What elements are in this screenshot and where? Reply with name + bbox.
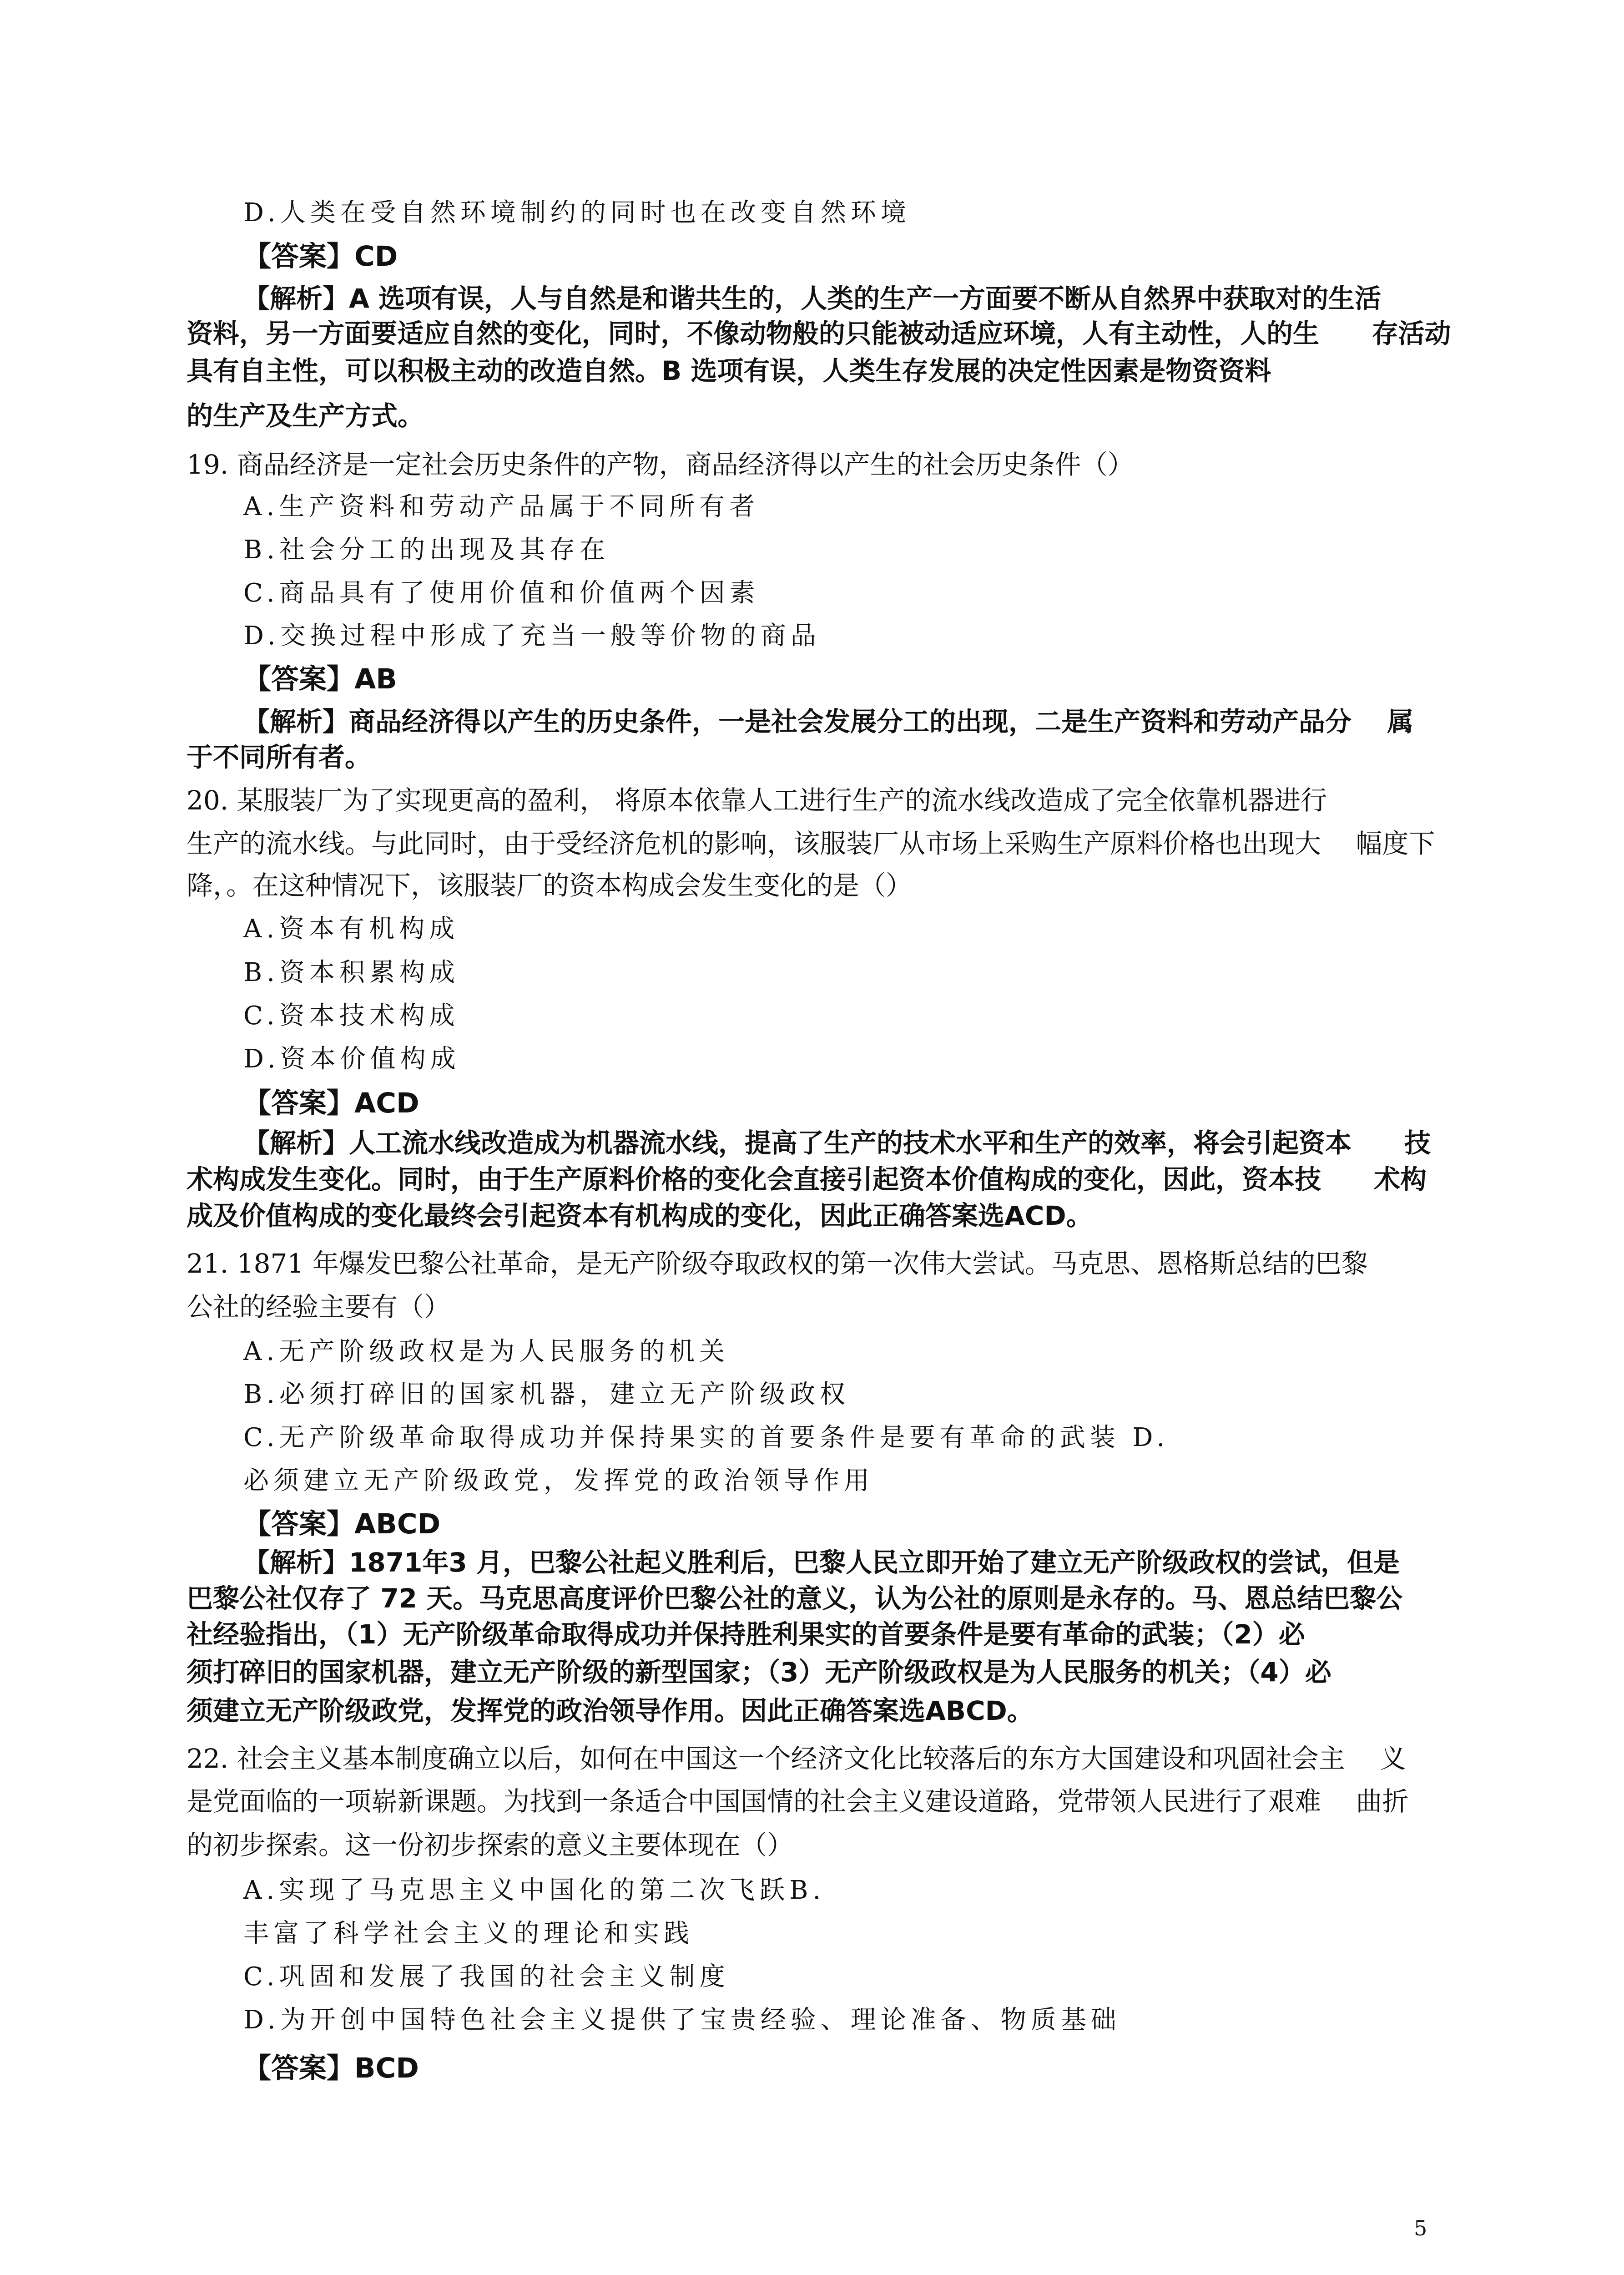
- explanation-line: 术构成发生变化。同时，由于生产原料价格的变化会直接引起资本价值构成的变化，因此，资本技 术构: [187, 1164, 1427, 1195]
- question-text: 降，。在这种情况下，该服装厂的资本构成会发生变化的是（）: [187, 870, 913, 901]
- option-text: C.资本技术构成: [243, 1001, 459, 1031]
- explanation-line: 【解析】商品经济得以产生的历史条件，一是社会发展分工的出现，二是生产资料和劳动产品分 属: [243, 706, 1414, 737]
- question-19: 19. 商品经济是一定社会历史条件的产物，商品经济得以产生的社会历史条件（）: [187, 449, 1134, 480]
- option-text: D.人类在受自然环境制约的同时也在改变自然环境: [243, 198, 911, 228]
- explanation-line: 具有自主性，可以积极主动的改造自然。B 选项有误，人类生存发展的决定性因素是物资资料: [187, 355, 1271, 386]
- page-number: 5: [1414, 2216, 1427, 2240]
- question-text: 公社的经验主要有（）: [187, 1291, 451, 1322]
- option-text: A.生产资料和劳动产品属于不同所有者: [243, 492, 760, 521]
- option-text: B.资本积累构成: [243, 958, 459, 987]
- answer-line: 【答案】ACD: [243, 1087, 419, 1119]
- option-text: C.商品具有了使用价值和价值两个因素: [243, 578, 760, 608]
- option-text: 必须建立无产阶级政党，发挥党的政治领导作用: [243, 1466, 874, 1496]
- option-text: B.必须打碎旧的国家机器，建立无产阶级政权: [243, 1380, 850, 1409]
- option-text: C.无产阶级革命取得成功并保持果实的首要条件是要有革命的武装 D.: [243, 1423, 1170, 1452]
- option-text: B.社会分工的出现及其存在: [243, 535, 610, 565]
- option-text: C.巩固和发展了我国的社会主义制度: [243, 1962, 730, 1992]
- explanation-line: 须打碎旧的国家机器，建立无产阶级的新型国家；（3）无产阶级政权是为人民服务的机关；（4）必: [187, 1657, 1331, 1688]
- question-text: 生产的流水线。与此同时，由于受经济危机的影响，该服装厂从市场上采购生产原料价格也出现大 幅度下: [187, 828, 1435, 859]
- question-text: 是党面临的一项崭新课题。为找到一条适合中国国情的社会主义建设道路，党带领人民进行了艰难 曲折: [187, 1786, 1409, 1817]
- answer-line: 【答案】CD: [243, 240, 398, 273]
- explanation-line: 成及价值构成的变化最终会引起资本有机构成的变化，因此正确答案选ACD。: [187, 1200, 1093, 1231]
- question-21: 21. 1871 年爆发巴黎公社革命，是无产阶级夺取政权的第一次伟大尝试。马克思、恩格斯总结的巴黎: [187, 1248, 1368, 1279]
- option-text: A.资本有机构成: [243, 914, 459, 944]
- question-20: 20. 某服装厂为了实现更高的盈利， 将原本依靠人工进行生产的流水线改造成了完全依靠机器进行: [187, 785, 1327, 816]
- option-text: A.无产阶级政权是为人民服务的机关: [243, 1337, 730, 1366]
- option-text: D.为开创中国特色社会主义提供了宝贵经验、理论准备、物质基础: [243, 2005, 1121, 2035]
- answer-line: 【答案】ABCD: [243, 1508, 441, 1540]
- explanation-line: 的生产及生产方式。: [187, 400, 424, 431]
- explanation-line: 于不同所有者。: [187, 742, 372, 773]
- explanation-line: 须建立无产阶级政党，发挥党的政治领导作用。因此正确答案选ABCD。: [187, 1695, 1034, 1726]
- answer-line: 【答案】AB: [243, 663, 397, 695]
- explanation-line: 【解析】1871年3 月，巴黎公社起义胜利后，巴黎人民立即开始了建立无产阶级政权的尝试，但是: [243, 1547, 1400, 1578]
- question-text: 的初步探索。这一份初步探索的意义主要体现在（）: [187, 1830, 794, 1860]
- explanation-line: 社经验指出，（1）无产阶级革命取得成功并保持胜利果实的首要条件是要有革命的武装；（2）必: [187, 1619, 1305, 1650]
- option-text: D.资本价值构成: [243, 1044, 460, 1074]
- explanation-line: 【解析】A 选项有误，人与自然是和谐共生的，人类的生产一方面要不断从自然界中获取对的生活: [243, 283, 1382, 314]
- explanation-line: 巴黎公社仅存了 72 天。马克思高度评价巴黎公社的意义，认为公社的原则是永存的。马、恩总结巴黎公: [187, 1583, 1403, 1614]
- question-22: 22. 社会主义基本制度确立以后，如何在中国这一个经济文化比较落后的东方大国建设和巩固社会主 义: [187, 1743, 1407, 1774]
- explanation-line: 资料，另一方面要适应自然的变化，同时，不像动物般的只能被动适应环境，人有主动性，人的生 存活动: [187, 318, 1451, 349]
- option-text: D.交换过程中形成了充当一般等价物的商品: [243, 621, 821, 651]
- answer-line: 【答案】BCD: [243, 2052, 419, 2084]
- option-text: 丰富了科学社会主义的理论和实践: [243, 1919, 694, 1948]
- option-text: A.实现了马克思主义中国化的第二次飞跃B.: [243, 1876, 826, 1905]
- explanation-line: 【解析】人工流水线改造成为机器流水线，提高了生产的技术水平和生产的效率，将会引起资本 技: [243, 1127, 1431, 1158]
